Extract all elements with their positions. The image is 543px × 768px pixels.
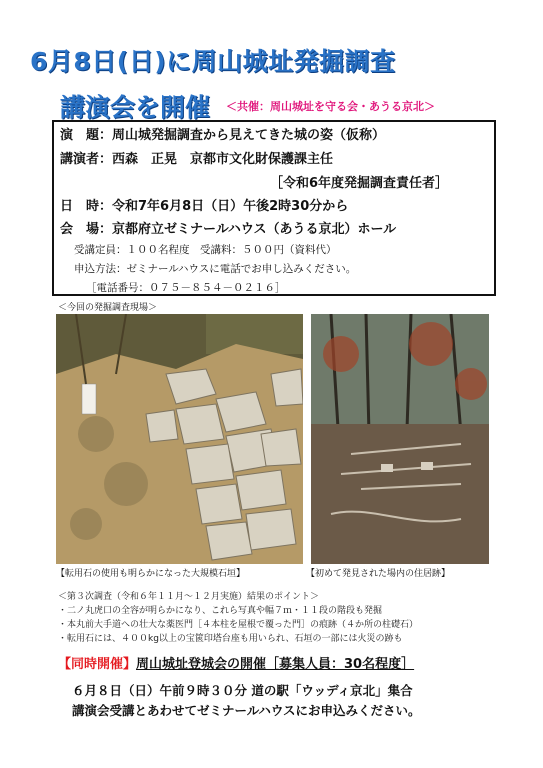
result-point: ・二ノ丸虎口の全容が明らかになり、これら写真や幅７ｍ・１１段の階段も発掘	[58, 606, 383, 616]
right-photo-caption: 【初めて発見された場内の住居跡】	[306, 569, 451, 579]
application-note: 講演会受講とあわせてゼミナールハウスにお申込みください。	[72, 703, 421, 718]
result-point: ・転用石には、４００kg以上の宝篋印塔台座も用いられ、石垣の一部には火災の跡も	[58, 634, 403, 644]
sponsor-label: ＜共催：周山城址を守る会・あうる京北＞	[226, 100, 435, 113]
event-venue: 会 場：京都府立ゼミナールハウス（あうる京北）ホール	[60, 222, 397, 237]
meeting-info: ６月８日（日）午前９時３０分 道の駅「ウッディ京北」集合	[72, 683, 413, 698]
lecture-title: 演 題：周山城発掘調査から見えてきた城の姿（仮称）	[60, 128, 386, 143]
simultaneous-event	[58, 653, 414, 672]
capacity-fee: 受講定員：１００名程度 受講料：５００円（資料代）	[74, 244, 337, 256]
dwelling-site-photo	[311, 314, 489, 564]
lecturer-role: ［令和6年度発掘調査責任者］	[270, 176, 449, 191]
lecturer: 講演者：西森 正晃 京都市文化財保護課主任	[60, 152, 334, 167]
event-datetime: 日 時：令和7年6月8日（日）午後2時30分から	[60, 199, 349, 214]
simultaneous-text: 周山城址登城会の開催［募集人員：30名程度］	[136, 657, 415, 672]
stone-wall-photo	[56, 314, 303, 564]
photo-section-label: ＜今回の発掘調査現場＞	[58, 303, 158, 313]
application-method: 申込方法：ゼミナールハウスに電話でお申し込みください。	[74, 263, 357, 275]
left-photo-caption: 【転用石の使用も明らかになった大規模石垣】	[56, 569, 246, 579]
page-subtitle: 講演会を開催	[60, 93, 211, 122]
results-header: ＜第３次調査（令和６年１１月～１２月実施）結果のポイント＞	[58, 592, 320, 602]
phone-number: ［電話番号：０７５－８５４－０２１６］	[86, 282, 286, 294]
page-title: 6月8日(日)に周山城址発掘調査	[30, 47, 396, 76]
simultaneous-tag: 【同時開催】	[58, 657, 137, 672]
result-point: ・本丸前大手道への壮大な薬医門［４本柱を屋根で覆った門］の痕跡（４か所の柱礎石）	[58, 620, 419, 630]
